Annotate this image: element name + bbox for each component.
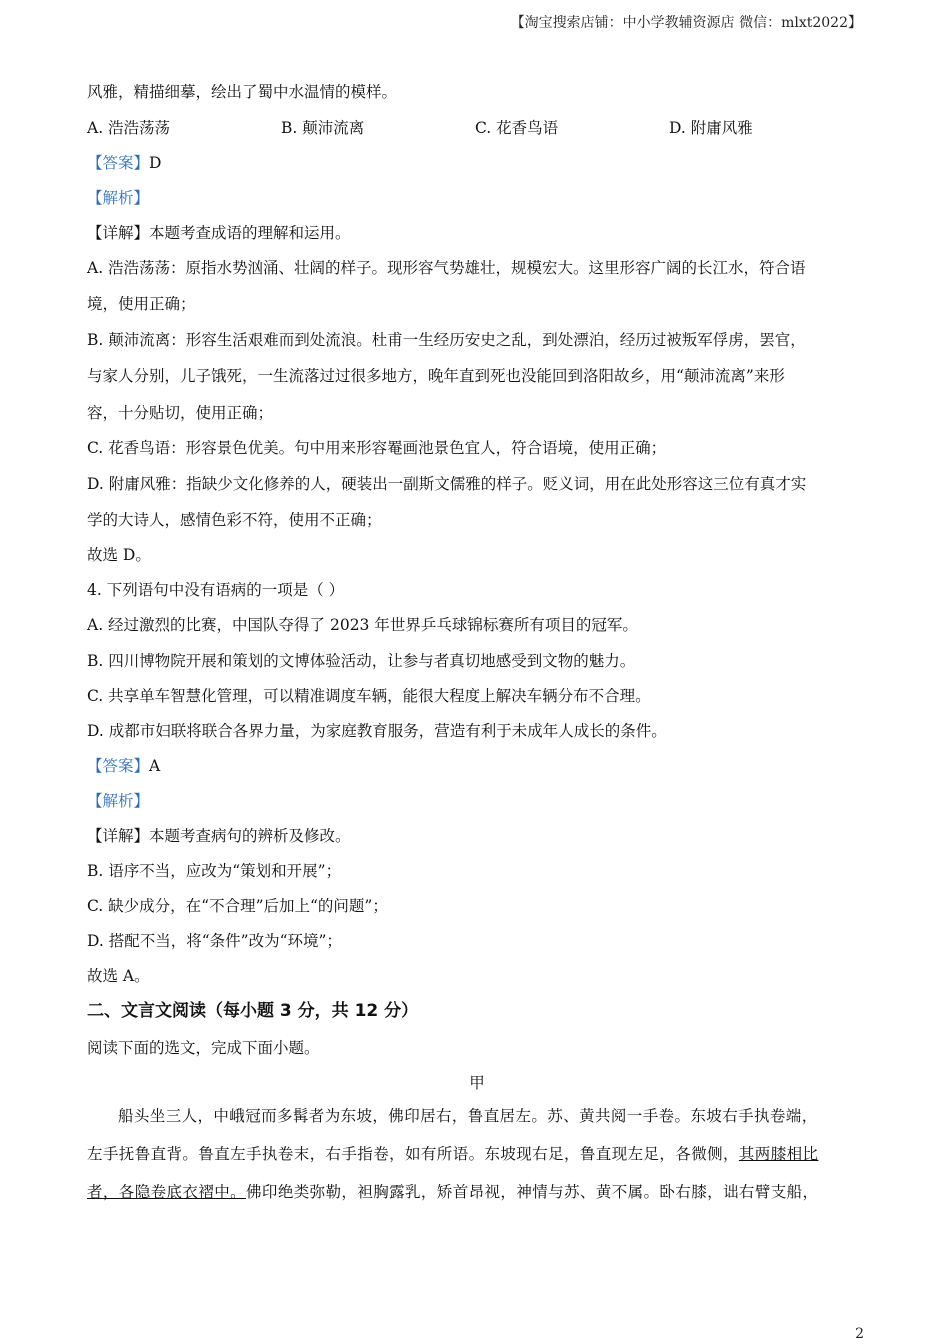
passage-line-3 <box>87 1182 818 1202</box>
answer-value: A <box>149 757 161 775</box>
q4-explain-c: C. 缺少成分，在“不合理”后加上“的问题”； <box>87 897 388 915</box>
q4-option-a: A. 经过激烈的比赛，中国队夺得了 2023 年世界乒乓球锦标赛所有项目的冠军。 <box>87 616 638 634</box>
q4-option-c: C. 共享单车智慧化管理，可以精准调度车辆，能很大程度上解决车辆分布不合理。 <box>87 687 651 705</box>
q3-explain-b3: 容，十分贴切，使用正确； <box>87 404 274 422</box>
q3-explain-b2: 与家人分别，儿子饿死，一生流落过过很多地方，晚年直到死也没能回到洛阳故乡，用“颠沛流离”来形 <box>87 367 785 385</box>
q4-option-d: D. 成都市妇联将联合各界力量，为家庭教育服务，营造有利于未成年人成长的条件。 <box>87 722 667 740</box>
answer-tag: 【答案】 <box>87 154 150 172</box>
q3-explain-b1: B. 颠沛流离：形容生活艰难而到处流浪。杜甫一生经历安史之乱，到处漂泊，经历过被叛军俘虏，罢官， <box>87 331 806 349</box>
section-title: 二、文言文阅读（每小题 3 分，共 12 分） <box>87 1001 419 1021</box>
q4-option-b: B. 四川博物院开展和策划的文博体验活动，让参与者真切地感受到文物的魅力。 <box>87 652 636 670</box>
q4-detail: 【详解】本题考查病句的辨析及修改。 <box>87 827 351 845</box>
q3-explain-a2: 境，使用正确； <box>87 295 196 313</box>
section-instruction: 阅读下面的选文，完成下面小题。 <box>87 1039 320 1057</box>
underlined-sentence: 其两膝相比 <box>738 1145 819 1163</box>
q3-option-a: A. 浩浩荡荡 <box>87 119 171 137</box>
q3-conclusion: 故选 D。 <box>87 546 151 564</box>
q3-detail: 【详解】本题考查成语的理解和运用。 <box>87 224 351 242</box>
q4-explain-d: D. 搭配不当，将“条件”改为“环境”； <box>87 932 342 950</box>
q3-answer <box>87 153 161 173</box>
q3-stem-tail: 风雅，精描细摹，绘出了蜀中水温情的模样。 <box>87 83 398 101</box>
q4-analysis-tag: 【解析】 <box>87 792 150 810</box>
q3-analysis-tag: 【解析】 <box>87 189 150 207</box>
passage-text: 左手抚鲁直背。鲁直左手执卷末，右手指卷，如有所语。东坡现右足，鲁直现左足，各微侧， <box>87 1145 739 1163</box>
passage-line-1: 船头坐三人，中峨冠而多髯者为东坡，佛印居右，鲁直居左。苏、黄共阅一手卷。东坡右手执卷端， <box>118 1107 818 1125</box>
underlined-sentence: 者，各隐卷底衣褶中。 <box>87 1183 247 1201</box>
page-header: 【淘宝搜索店铺：中小学教辅资源店 微信：mlxt2022】 <box>510 15 862 31</box>
q3-explain-a1: A. 浩浩荡荡：原指水势汹涌、壮阔的样子。现形容气势雄壮，规模宏大。这里形容广阔的长江水，符合语 <box>87 259 806 277</box>
q3-explain-d1: D. 附庸风雅：指缺少文化修养的人，硬装出一副斯文儒雅的样子。贬义词，用在此处形容这三位有真才实 <box>87 475 807 493</box>
q3-explain-c: C. 花香鸟语：形容景色优美。句中用来形容罨画池景色宜人，符合语境，使用正确； <box>87 439 667 457</box>
q4-explain-b: B. 语序不当，应改为“策划和开展”； <box>87 862 342 880</box>
q3-explain-d2: 学的大诗人，感情色彩不符，使用不正确； <box>87 511 382 529</box>
answer-tag: 【答案】 <box>87 757 150 775</box>
q4-answer <box>87 756 160 776</box>
passage-text: 佛印绝类弥勒，袒胸露乳，矫首昂视，神情与苏、黄不属。卧右膝，诎右臂支船， <box>246 1183 819 1201</box>
q4-stem: 4. 下列语句中没有语病的一项是（ ） <box>87 581 345 599</box>
q3-option-c: C. 花香鸟语 <box>475 119 559 137</box>
passage-title: 甲 <box>469 1074 485 1092</box>
answer-value: D <box>149 154 162 172</box>
passage-line-2 <box>87 1144 818 1164</box>
page-number: 2 <box>855 1326 864 1342</box>
q3-option-d: D. 附庸风雅 <box>669 119 753 137</box>
q4-conclusion: 故选 A。 <box>87 967 150 985</box>
q3-option-b: B. 颠沛流离 <box>281 119 365 137</box>
